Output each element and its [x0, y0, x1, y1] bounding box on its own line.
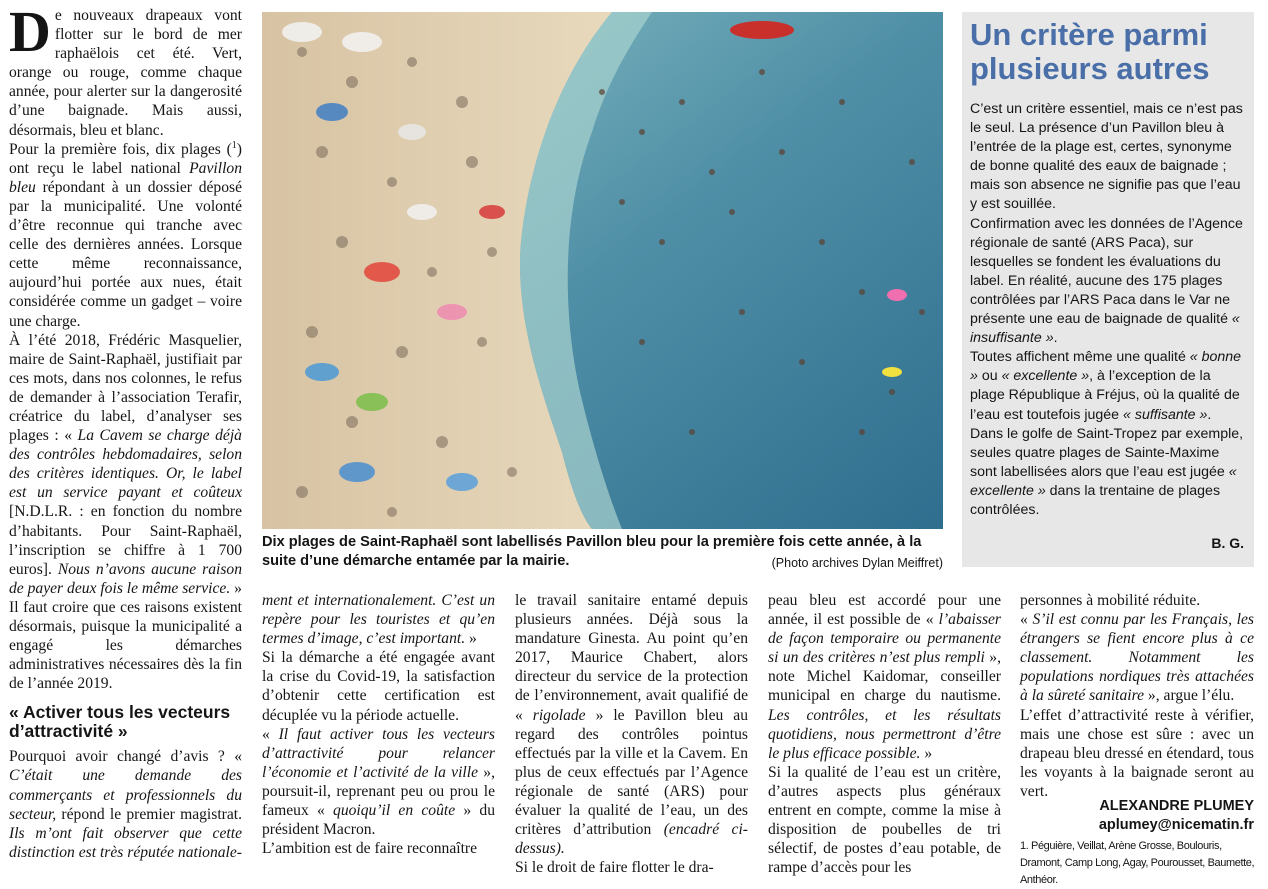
footnote: 1. Péguière, Veillat, Arène Grosse, Boulouris, Dramont, Camp Long, Agay, Pourousset, Baumette, Anthéor. [1020, 840, 1255, 886]
paragraph: ment et internationalement. C’est un repère pour les touristes et qu’en termes d’image, c’est important. » [262, 592, 495, 648]
paragraph: Si le droit de faire flotter le dra- [515, 859, 714, 877]
paragraph: « S’il est connu par les Français, les étrangers se fient encore plus à ce classement. Notamment les populations nordiques très attachées à la sûreté sanitaire », argue l’élu. [1020, 611, 1254, 705]
paragraph: Si la qualité de l’eau est un critère, d’autres aspects plus généraux entrent en compte, comme la mise à disposition de poubelles de tri sélectif, de postes d’eau potable, de rampe d’accès pour les [768, 763, 1001, 877]
paragraph: le travail sanitaire entamé depuis plusieurs années. Déjà sous la mandature Ginesta. Au point qu’en 2017, Maurice Chabert, alors directeur du service de la protection de l’environnement, avait qualifié de « rigolade » le Pavillon bleu au regard des contrôles pointus effectués par la ville et la Cavem. En plus de ceux effectués par l’Agence régionale de santé (ARS) pour évaluer la qualité de l’eau, un des critères d’attribution (encadré ci-dessus). [515, 592, 748, 858]
paragraph: peau bleu est accordé pour une année, il est possible de « l’abaisser de façon temporaire ou permanente si un des critères n’est plus rempli », note Michel Kaidomar, conseiller municipal en charge du nautisme. Les contrôles, et les résultats quotidiens, nous permettront d’être le plus efficace possible. » [768, 592, 1002, 762]
paragraph: Il faut croire que ces raisons existent désormais, puisque la municipalité a engagé les démarches administratives nécessaires dès la fin de l’année 2019. [9, 598, 242, 693]
sidebar-paragraph: Dans le golfe de Saint-Tropez par exemple, seules quatre plages de Sainte-Maxime sont labellisées alors que l’eau est jugée « excellente » dans la trentaine de plages contrôlées. [970, 425, 1244, 518]
author-email: aplumey@nicematin.fr [1098, 817, 1254, 833]
paragraph: personnes à mobilité réduite. [1020, 592, 1201, 609]
sidebar-body [970, 100, 1248, 520]
article-column-2 [262, 591, 495, 858]
paragraph: À l’été 2018, Frédéric Masquelier, maire de Saint-Raphaël, justifiait par ces mots, dans nos colonnes, le refus de demander à l’association Terafir, créatrice du label, d’analyser ses plages : « La Cavem se charge déjà des contrôles hebdomadaires, selon des critères identiques. Or, le label est un service payant et coûteux [N.D.L.R. : en fonction du nombre d’habitants. Pour Saint-Raphaël, l’inscription se chiffre à 1 700 euros]. Nous n’avons aucune raison de payer deux fois le même service. » [9, 331, 242, 597]
photo-caption [262, 533, 943, 573]
sidebar-paragraph: Toutes affichent même une qualité « bonne » ou « excellente », à l’exception de la plage République à Fréjus, où la qualité de l’eau est toutefois jugée « suffisante ». [970, 349, 1242, 423]
article-column-3 [515, 591, 748, 877]
lead-paragraph: De nouveaux drapeaux vont flotter sur le bord de mer raphaëlois cet été. Vert, orange ou rouge, comme chaque année, pour alerter sur la dangerosité d’une baignade. Mais aussi, désormais, bleu et blanc. [9, 0, 242, 139]
paragraph: « Il faut activer tous les vecteurs d’attractivité pour relancer l’économie et l’activité de la ville », poursuit-il, reprenant peu ou prou le fameux « quoiqu’il en coûte » du président Macron. [262, 725, 496, 839]
author-name: ALEXANDRE PLUMEY [1099, 798, 1254, 814]
article-column-4 [768, 591, 1001, 877]
paragraph: Si la démarche a été engagée avant la crise du Covid-19, la satisfaction d’obtenir cette certification est décuplée vu la période actuelle. [262, 649, 495, 724]
sidebar-paragraph: Confirmation avec les données de l’Agence régionale de santé (ARS Paca), sur lesquelles se fondent les évaluations du label. En réalité, aucune des 175 plages contrôlées par l’ARS Paca dans le Var ne présente une eau de baignade de qualité « insuffisante ». [970, 215, 1243, 347]
footnote-ref: 1 [231, 139, 237, 151]
caption-text: Dix plages de Saint-Raphaël sont labellisés Pavillon bleu pour la première fois cette année, à la suite d’une démarche entamée par la mairie. [262, 534, 922, 569]
author-byline [1020, 797, 1254, 835]
paragraph: L’effet d’attractivité reste à vérifier, mais une chose est sûre : avec un drapeau bleu dressé en étendard, tous les voyants à la baignade seront au vert. [1020, 706, 1254, 800]
sidebar-signature: B. G. [1211, 535, 1244, 551]
paragraph: Pour la première fois, dix plages ($^1$) ont reçu le label national Pavillon bleu répondant à un dossier déposé par la municipalité. Une volonté d’être reconnue qui tranche avec celle des dernières années. Lorsque cette même reconnaissance, aujourd’hui portée aux nues, était considérée comme un gadget – voire une charge. [9, 139, 242, 330]
drop-cap: D [9, 0, 51, 64]
paragraph: L’ambition est de faire reconnaître [262, 840, 478, 858]
beach-photo-image [262, 12, 943, 529]
sidebar-paragraph: C’est un critère essentiel, mais ce n’est pas le seul. La présence d’un Pavillon bleu à l’entrée de la plage est, certes, synonyme de bonne qualité des eaux de baignade ; mais son absence ne signifie pas que l’eau y est souillée. [970, 101, 1243, 213]
article-column-5 [1020, 591, 1254, 801]
beach-photo [262, 12, 943, 529]
sidebar-box [962, 12, 1254, 567]
article-column-1 [9, 0, 243, 862]
paragraph: Pourquoi avoir changé d’avis ? « C’était une demande des commerçants et professionnels du secteur, répond le premier magistrat. Ils m’ont fait observer que cette distinction est très réputée nationale- [9, 748, 243, 861]
subheading: « Activer tous les vecteurs d’attractivité » [9, 702, 231, 742]
sidebar-title: Un critère parmi plusieurs autres [970, 17, 1210, 86]
photo-credit: (Photo archives Dylan Meiffret) [771, 556, 943, 570]
